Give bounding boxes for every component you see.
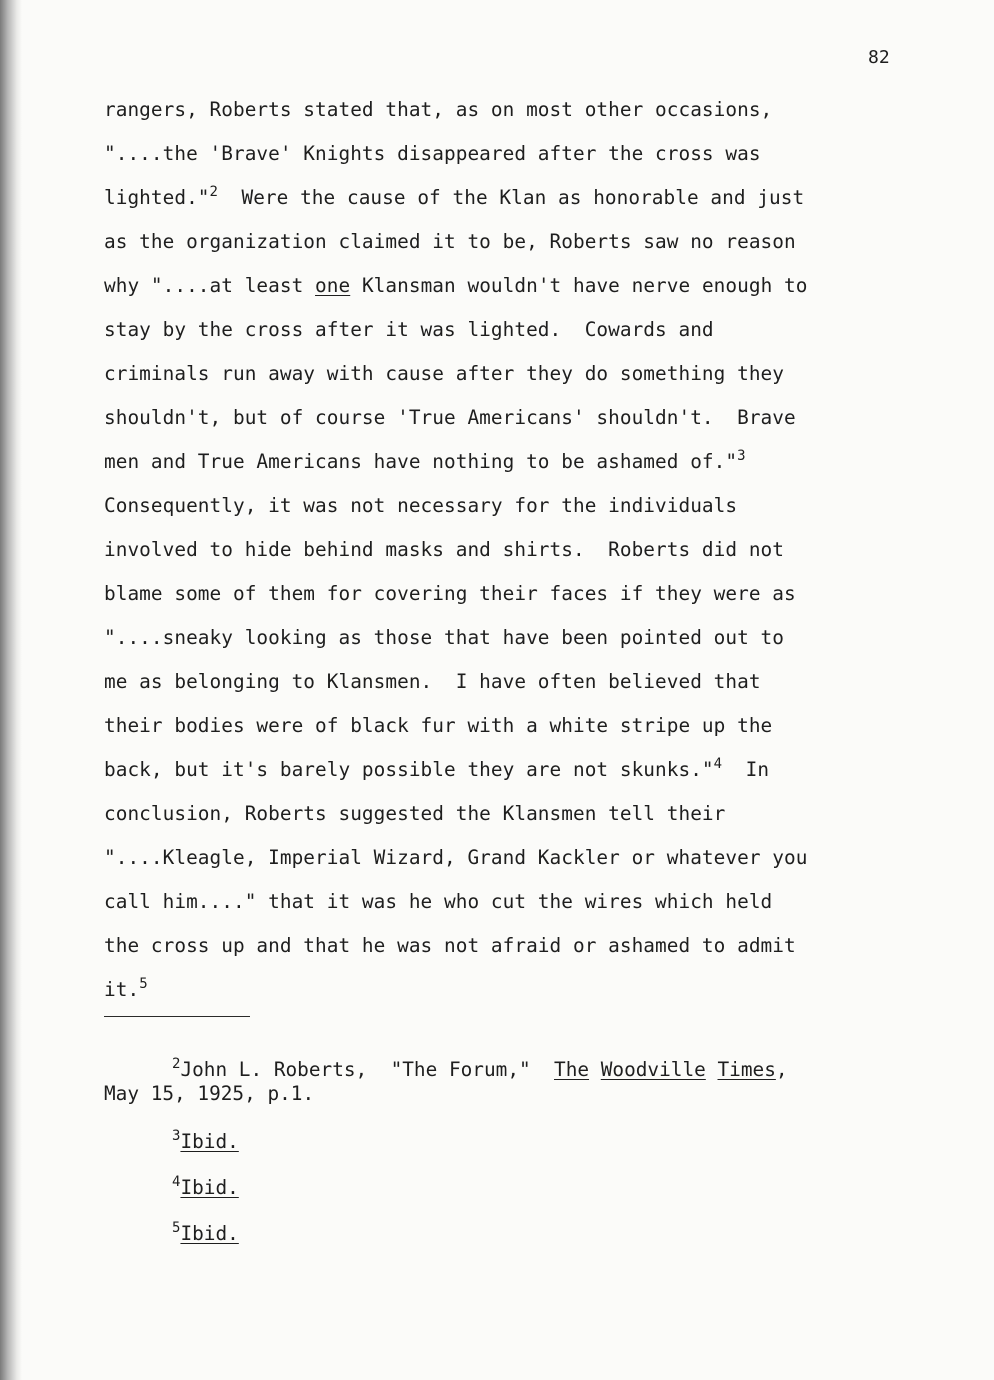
body-line: me as belonging to Klansmen. I have often believed that — [104, 670, 761, 693]
footnote-2 — [104, 1058, 904, 1082]
footnote-source-title: The — [554, 1058, 590, 1081]
body-line-text: lighted." — [104, 186, 210, 209]
footnote-3 — [104, 1130, 904, 1154]
body-line-text: Were the cause of the Klan as honorable and just — [218, 186, 805, 209]
body-line: shouldn't, but of course 'True Americans' shouldn't. Brave — [104, 406, 796, 429]
footnote-text: John L. Roberts, "The Forum," — [180, 1058, 555, 1081]
footnote-text: Ibid. — [180, 1176, 239, 1199]
footnote-text: , — [775, 1058, 788, 1081]
footnote-number: 5 — [172, 1220, 181, 1236]
body-line-text: In — [722, 758, 770, 781]
body-line — [104, 440, 904, 484]
body-line-text: it. — [104, 978, 140, 1001]
footnote-number: 2 — [172, 1056, 181, 1072]
underlined-word: one — [315, 274, 351, 297]
footnote-ref: 4 — [713, 756, 723, 772]
footnote-source-title: Times — [717, 1058, 776, 1081]
footnote-ref: 2 — [209, 184, 219, 200]
body-line — [104, 968, 904, 1012]
footnote-ref: 5 — [139, 976, 148, 992]
body-line: stay by the cross after it was lighted. Cowards and — [104, 318, 714, 341]
body-line: "....Kleagle, Imperial Wizard, Grand Kackler or whatever you — [104, 846, 808, 869]
body-line: rangers, Roberts stated that, as on most other occasions, — [104, 98, 773, 121]
footnote-5 — [104, 1222, 904, 1246]
footnote-number: 4 — [172, 1174, 181, 1190]
footnote-2-continued: May 15, 1925, p.1. — [104, 1082, 315, 1105]
body-text — [104, 88, 904, 1012]
page-number: 82 — [868, 47, 890, 68]
body-line: as the organization claimed it to be, Roberts saw no reason — [104, 230, 796, 253]
body-line-text: men and True Americans have nothing to be ashamed of." — [104, 450, 738, 473]
body-line-text: why "....at least — [104, 274, 316, 297]
body-line: their bodies were of black fur with a white stripe up the — [104, 714, 773, 737]
body-line: call him...." that it was he who cut the wires which held — [104, 890, 773, 913]
footnote-text: Ibid. — [180, 1222, 239, 1245]
footnote-text: Ibid. — [180, 1130, 239, 1153]
body-line-text: Klansman wouldn't have nerve enough to — [350, 274, 808, 297]
body-line: "....the 'Brave' Knights disappeared after the cross was — [104, 142, 761, 165]
body-line: involved to hide behind masks and shirts. Roberts did not — [104, 538, 784, 561]
body-line: criminals run away with cause after they do something they — [104, 362, 784, 385]
body-line — [104, 176, 904, 220]
body-line: the cross up and that he was not afraid or ashamed to admit — [104, 934, 796, 957]
page-edge-shadow — [0, 0, 22, 1380]
body-line: conclusion, Roberts suggested the Klansmen tell their — [104, 802, 726, 825]
body-line: Consequently, it was not necessary for the individuals — [104, 494, 738, 517]
footnote-source-title: Woodville — [600, 1058, 706, 1081]
footnote-number: 3 — [172, 1128, 181, 1144]
footnote-divider — [104, 1016, 250, 1017]
footnotes — [104, 1058, 904, 1246]
body-line — [104, 264, 904, 308]
footnote-4 — [104, 1176, 904, 1200]
body-line — [104, 748, 904, 792]
body-line-text: back, but it's barely possible they are not skunks." — [104, 758, 714, 781]
body-line: blame some of them for covering their faces if they were as — [104, 582, 796, 605]
footnote-ref: 3 — [737, 448, 746, 464]
body-line: "....sneaky looking as those that have been pointed out to — [104, 626, 784, 649]
